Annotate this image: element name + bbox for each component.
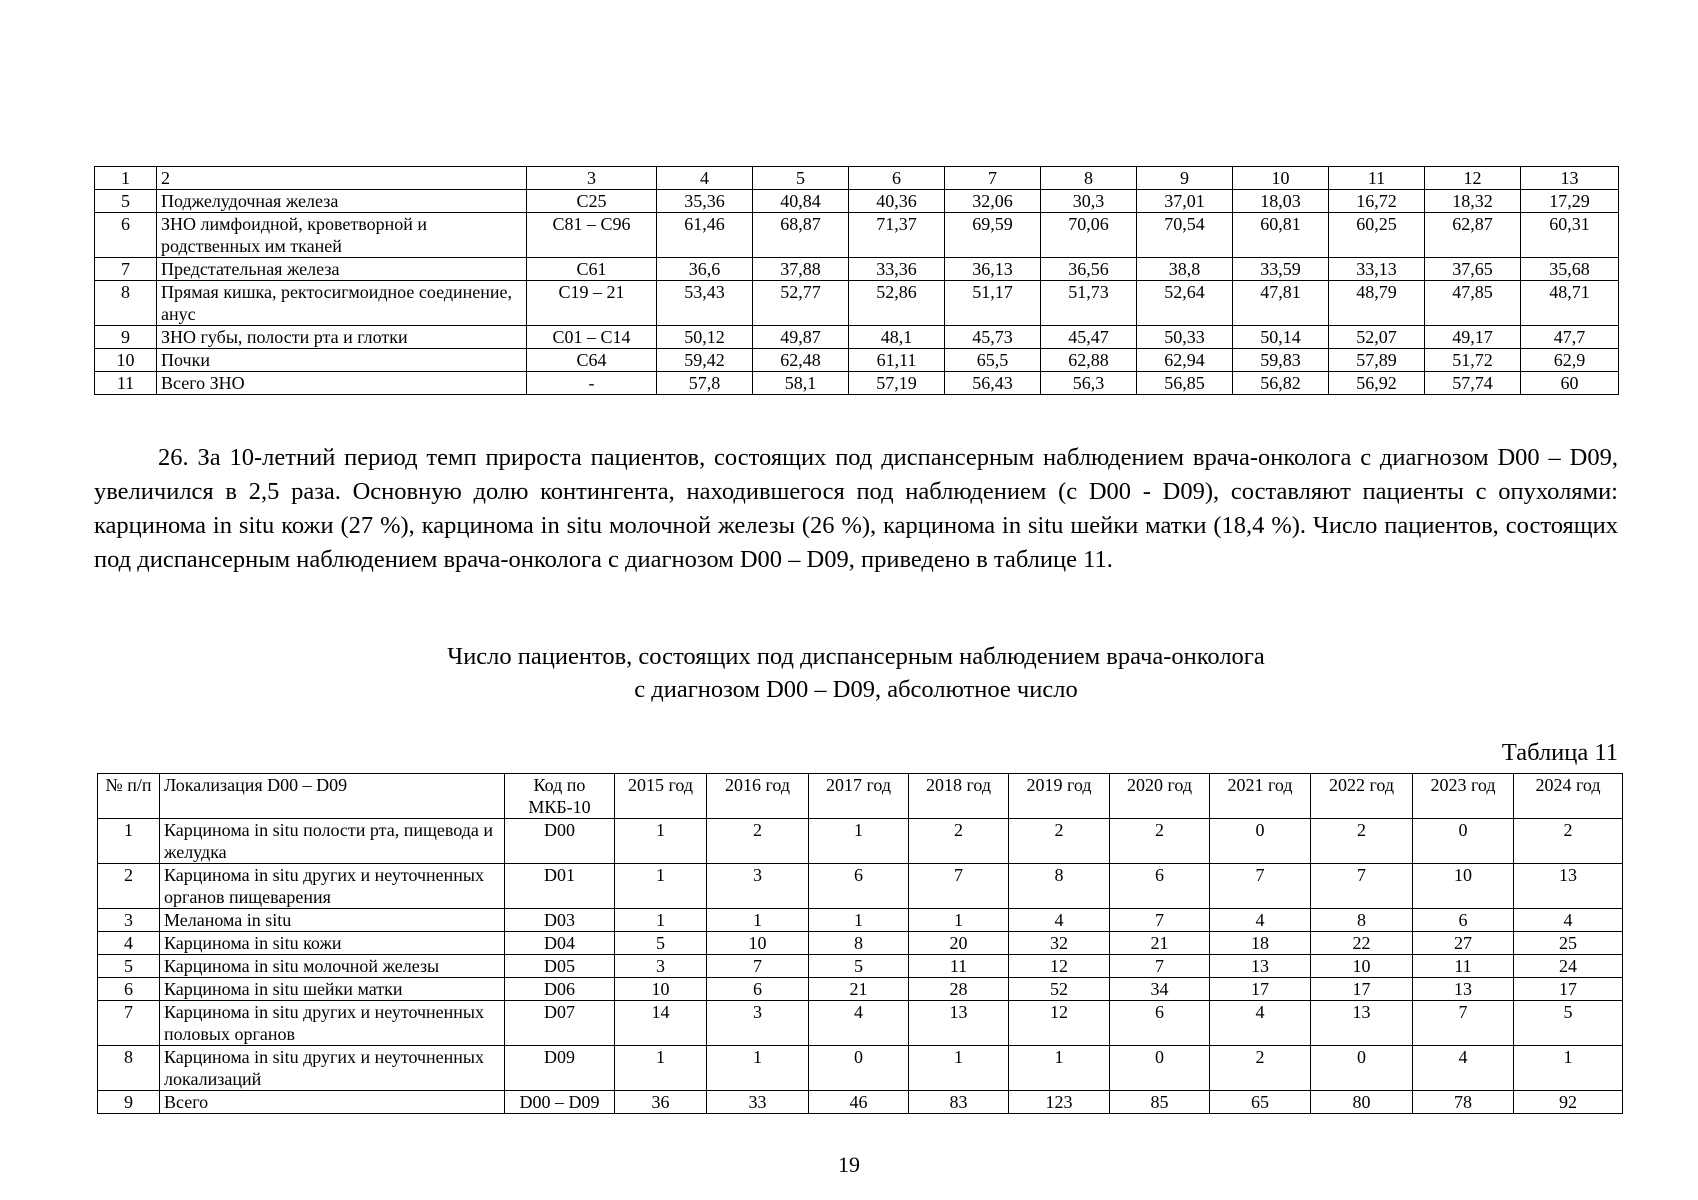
table-cell: 4: [809, 1001, 909, 1046]
table-cell: 60,81: [1233, 213, 1329, 258]
table-cell: D06: [505, 978, 615, 1001]
table-cell: 61,46: [657, 213, 753, 258]
table-row: [98, 978, 1623, 1001]
table-cell: 34: [1110, 978, 1210, 1001]
table-cell: 21: [809, 978, 909, 1001]
table-cell: 5: [95, 190, 157, 213]
table-cell: 6: [1110, 864, 1210, 909]
table-cell: ЗНО лимфоидной, кроветворной и родственных им тканей: [157, 213, 527, 258]
table-cell: D00: [505, 819, 615, 864]
header-cell: 2016 год: [707, 774, 809, 819]
table-cell: 0: [809, 1046, 909, 1091]
table-cell: 17: [1514, 978, 1623, 1001]
table-cell: 62,88: [1041, 349, 1137, 372]
paragraph-26: 26. За 10-летний период темп прироста пациентов, состоящих под диспансерным наблюдением врача-онколога с диагнозом D00 – D09, увеличился в 2,5 раза. Основную долю контингента, находившегося под наблюдением (с D00 - D09), составляют пациенты с опухолями: карцинома in situ кожи (27 %), карцинома in situ молочной железы (26 %), карцинома in situ шейки матки (18,4 %). Число пациентов, состоящих под диспансерным наблюдением врача-онколога с диагнозом D00 – D09, приведено в таблице 11.: [94, 444, 1618, 573]
table-cell: 53,43: [657, 281, 753, 326]
header-cell: 2017 год: [809, 774, 909, 819]
header-cell: 2018 год: [909, 774, 1009, 819]
table-cell: 40,36: [849, 190, 945, 213]
table-cell: 6: [1110, 1001, 1210, 1046]
table-cell: 70,54: [1137, 213, 1233, 258]
table-cell: ЗНО губы, полости рта и глотки: [157, 326, 527, 349]
table-cell: 7: [1311, 864, 1413, 909]
table-row: [98, 909, 1623, 932]
table-cell: 1: [1514, 1046, 1623, 1091]
table-cell: 60,31: [1521, 213, 1619, 258]
table-cell: 35,68: [1521, 258, 1619, 281]
table-cell: 78: [1413, 1091, 1514, 1114]
table-cell: 123: [1009, 1091, 1110, 1114]
table-cell: 59,42: [657, 349, 753, 372]
table-cell: 7: [909, 864, 1009, 909]
table-cell: 5: [1514, 1001, 1623, 1046]
table-cell: 2: [98, 864, 160, 909]
table-cell: 32,06: [945, 190, 1041, 213]
table-cell: 1: [809, 909, 909, 932]
table-cell: 56,82: [1233, 372, 1329, 395]
header-cell: 7: [945, 167, 1041, 190]
table-cell: 52,64: [1137, 281, 1233, 326]
table-cell: 51,17: [945, 281, 1041, 326]
table-cell: 1: [615, 1046, 707, 1091]
table-cell: 13: [1514, 864, 1623, 909]
table-cell: 2: [909, 819, 1009, 864]
header-cell: 6: [849, 167, 945, 190]
table-cell: 52: [1009, 978, 1110, 1001]
table-cell: 1: [707, 909, 809, 932]
table-cell: 2: [1110, 819, 1210, 864]
table-row: [95, 190, 1619, 213]
table-cell: 0: [1311, 1046, 1413, 1091]
table-cell: 3: [98, 909, 160, 932]
header-cell: 2024 год: [1514, 774, 1623, 819]
table-cell: 11: [95, 372, 157, 395]
table-cell: 2: [1009, 819, 1110, 864]
table-cell: 18,32: [1425, 190, 1521, 213]
table-row: [98, 819, 1623, 864]
table-cell: 7: [98, 1001, 160, 1046]
table-cell: 49,17: [1425, 326, 1521, 349]
table-cell: 1: [707, 1046, 809, 1091]
table-cell: 3: [615, 955, 707, 978]
table-cell: 5: [809, 955, 909, 978]
table-cell: 36,13: [945, 258, 1041, 281]
table-cell: 6: [1413, 909, 1514, 932]
table-cell: 57,74: [1425, 372, 1521, 395]
table-cell: 49,87: [753, 326, 849, 349]
table-row: [95, 213, 1619, 258]
table-cell: 7: [707, 955, 809, 978]
table-cell: 10: [707, 932, 809, 955]
table-cell: 50,33: [1137, 326, 1233, 349]
table-cell: 36,6: [657, 258, 753, 281]
header-cell: № п/п: [98, 774, 160, 819]
table-cell: 45,47: [1041, 326, 1137, 349]
table-cell: 37,65: [1425, 258, 1521, 281]
table-cell: 52,86: [849, 281, 945, 326]
table-cell: 1: [809, 819, 909, 864]
table-cell: 1: [98, 819, 160, 864]
table-cell: 92: [1514, 1091, 1623, 1114]
table-cell: 56,92: [1329, 372, 1425, 395]
table-cell: 60,25: [1329, 213, 1425, 258]
patients-table: [97, 773, 1623, 1114]
table-cell: 12: [1009, 1001, 1110, 1046]
table-cell: 12: [1009, 955, 1110, 978]
table-cell: D05: [505, 955, 615, 978]
table-cell: 13: [909, 1001, 1009, 1046]
table-cell: Всего ЗНО: [157, 372, 527, 395]
table-cell: 59,83: [1233, 349, 1329, 372]
table-cell: Карцинома in situ кожи: [160, 932, 505, 955]
table-cell: Карцинома in situ полости рта, пищевода и желудка: [160, 819, 505, 864]
header-cell: 2022 год: [1311, 774, 1413, 819]
header-cell: 12: [1425, 167, 1521, 190]
table-cell: 56,43: [945, 372, 1041, 395]
table-cell: 22: [1311, 932, 1413, 955]
table-row: [98, 1001, 1623, 1046]
table-cell: D07: [505, 1001, 615, 1046]
table-cell: 2: [707, 819, 809, 864]
table-cell: 4: [1413, 1046, 1514, 1091]
table-cell: 11: [1413, 955, 1514, 978]
table-cell: 50,12: [657, 326, 753, 349]
table-cell: Карцинома in situ других и неуточненных органов пищеварения: [160, 864, 505, 909]
caption-line-1: Число пациентов, состоящих под диспансерным наблюдением врача-онколога: [447, 643, 1265, 670]
table-cell: 6: [809, 864, 909, 909]
table-cell: 71,37: [849, 213, 945, 258]
table-cell: 4: [1210, 909, 1311, 932]
incidence-table: [94, 166, 1619, 395]
table-cell: 62,87: [1425, 213, 1521, 258]
table-cell: 33: [707, 1091, 809, 1114]
table-cell: 10: [95, 349, 157, 372]
table-cell: 70,06: [1041, 213, 1137, 258]
table-cell: 2: [1210, 1046, 1311, 1091]
table-cell: 3: [707, 1001, 809, 1046]
table-cell: C61: [527, 258, 657, 281]
table-cell: 5: [98, 955, 160, 978]
table-cell: Карцинома in situ других и неуточненных половых органов: [160, 1001, 505, 1046]
table-cell: 2: [1514, 819, 1623, 864]
table-cell: 17,29: [1521, 190, 1619, 213]
table-cell: 27: [1413, 932, 1514, 955]
header-cell: 9: [1137, 167, 1233, 190]
table-cell: 85: [1110, 1091, 1210, 1114]
header-cell: 2019 год: [1009, 774, 1110, 819]
table-cell: 35,36: [657, 190, 753, 213]
table-cell: 30,3: [1041, 190, 1137, 213]
header-cell: 2020 год: [1110, 774, 1210, 819]
table-cell: 62,94: [1137, 349, 1233, 372]
table-cell: 10: [615, 978, 707, 1001]
table-cell: Карцинома in situ других и неуточненных локализаций: [160, 1046, 505, 1091]
table-cell: 52,77: [753, 281, 849, 326]
table-cell: 37,01: [1137, 190, 1233, 213]
table-cell: 47,7: [1521, 326, 1619, 349]
table-cell: 1: [615, 819, 707, 864]
table-cell: 10: [1413, 864, 1514, 909]
table-cell: 13: [1210, 955, 1311, 978]
table-cell: 50,14: [1233, 326, 1329, 349]
table-cell: 18: [1210, 932, 1311, 955]
table-cell: 62,48: [753, 349, 849, 372]
header-cell: 11: [1329, 167, 1425, 190]
table-cell: 13: [1413, 978, 1514, 1001]
table-cell: 11: [909, 955, 1009, 978]
table-cell: 2: [1311, 819, 1413, 864]
table-cell: 7: [1210, 864, 1311, 909]
table-cell: 36: [615, 1091, 707, 1114]
table-cell: 80: [1311, 1091, 1413, 1114]
table-cell: Всего: [160, 1091, 505, 1114]
table-cell: Поджелудочная железа: [157, 190, 527, 213]
table-cell: 62,9: [1521, 349, 1619, 372]
table-cell: 38,8: [1137, 258, 1233, 281]
table-row: [98, 955, 1623, 978]
table-cell: 47,81: [1233, 281, 1329, 326]
table-cell: 17: [1210, 978, 1311, 1001]
table-cell: 57,89: [1329, 349, 1425, 372]
table-cell: 46: [809, 1091, 909, 1114]
table-cell: 68,87: [753, 213, 849, 258]
table-cell: 10: [1311, 955, 1413, 978]
table-cell: D01: [505, 864, 615, 909]
table-cell: Меланома in situ: [160, 909, 505, 932]
table-cell: 58,1: [753, 372, 849, 395]
header-cell: 1: [95, 167, 157, 190]
table-cell: 4: [1514, 909, 1623, 932]
table-cell: C01 – C14: [527, 326, 657, 349]
table-cell: 7: [95, 258, 157, 281]
table-cell: 14: [615, 1001, 707, 1046]
table-header-row: [95, 167, 1619, 190]
table-cell: 1: [909, 1046, 1009, 1091]
table-cell: 56,3: [1041, 372, 1137, 395]
table-cell: 65,5: [945, 349, 1041, 372]
table-cell: D03: [505, 909, 615, 932]
table-cell: 1: [615, 909, 707, 932]
table-cell: 51,73: [1041, 281, 1137, 326]
table-cell: 48,79: [1329, 281, 1425, 326]
table-cell: 8: [809, 932, 909, 955]
table-cell: 60: [1521, 372, 1619, 395]
table-cell: C64: [527, 349, 657, 372]
table-cell: Предстательная железа: [157, 258, 527, 281]
table-cell: 8: [95, 281, 157, 326]
table-cell: 1: [1009, 1046, 1110, 1091]
table-row: [98, 1091, 1623, 1114]
table-cell: Карцинома in situ молочной железы: [160, 955, 505, 978]
table-cell: 4: [1210, 1001, 1311, 1046]
table-row: [95, 349, 1619, 372]
table-cell: 20: [909, 932, 1009, 955]
header-cell: 10: [1233, 167, 1329, 190]
table-cell: 3: [707, 864, 809, 909]
table-cell: 28: [909, 978, 1009, 1001]
table-cell: 0: [1413, 819, 1514, 864]
table-cell: 7: [1413, 1001, 1514, 1046]
table-cell: Почки: [157, 349, 527, 372]
table-cell: 6: [707, 978, 809, 1001]
table-cell: 8: [1311, 909, 1413, 932]
table-row: [95, 326, 1619, 349]
table-row: [98, 932, 1623, 955]
table-cell: 37,88: [753, 258, 849, 281]
header-cell: 2021 год: [1210, 774, 1311, 819]
table-cell: 1: [615, 864, 707, 909]
table-label: Таблица 11: [1501, 739, 1618, 766]
table-cell: 56,85: [1137, 372, 1233, 395]
table-cell: 45,73: [945, 326, 1041, 349]
table-cell: 4: [1009, 909, 1110, 932]
header-cell: 8: [1041, 167, 1137, 190]
table-cell: 0: [1110, 1046, 1210, 1091]
table-cell: 16,72: [1329, 190, 1425, 213]
table-cell: C19 – 21: [527, 281, 657, 326]
table-cell: D09: [505, 1046, 615, 1091]
table-cell: C81 – C96: [527, 213, 657, 258]
header-cell: 2015 год: [615, 774, 707, 819]
table-cell: 57,8: [657, 372, 753, 395]
table-cell: Карцинома in situ шейки матки: [160, 978, 505, 1001]
table-cell: 13: [1311, 1001, 1413, 1046]
table-cell: 6: [95, 213, 157, 258]
table-cell: 33,59: [1233, 258, 1329, 281]
table-cell: 25: [1514, 932, 1623, 955]
header-cell: 5: [753, 167, 849, 190]
table-cell: 51,72: [1425, 349, 1521, 372]
table-row: [98, 1046, 1623, 1091]
header-cell: 4: [657, 167, 753, 190]
table-cell: 8: [1009, 864, 1110, 909]
table-cell: -: [527, 372, 657, 395]
table-cell: 57,19: [849, 372, 945, 395]
table-cell: 47,85: [1425, 281, 1521, 326]
table-row: [95, 281, 1619, 326]
table-cell: 7: [1110, 955, 1210, 978]
table-caption: [94, 640, 1618, 706]
table-cell: 9: [98, 1091, 160, 1114]
table-cell: 6: [98, 978, 160, 1001]
table-cell: Прямая кишка, ректосигмоидное соединение, анус: [157, 281, 527, 326]
table-cell: 52,07: [1329, 326, 1425, 349]
table-cell: 9: [95, 326, 157, 349]
table-cell: 1: [909, 909, 1009, 932]
table-cell: 65: [1210, 1091, 1311, 1114]
table-row: [98, 864, 1623, 909]
table-cell: 40,84: [753, 190, 849, 213]
table-cell: 24: [1514, 955, 1623, 978]
table-cell: 33,13: [1329, 258, 1425, 281]
table-cell: 33,36: [849, 258, 945, 281]
header-cell: 13: [1521, 167, 1619, 190]
table-cell: 17: [1311, 978, 1413, 1001]
table-cell: 36,56: [1041, 258, 1137, 281]
table-cell: 8: [98, 1046, 160, 1091]
table-cell: 48,1: [849, 326, 945, 349]
header-cell: Код по МКБ-10: [505, 774, 615, 819]
table-cell: 7: [1110, 909, 1210, 932]
header-cell: Локализация D00 – D09: [160, 774, 505, 819]
table-cell: 5: [615, 932, 707, 955]
header-cell: 3: [527, 167, 657, 190]
table-cell: 4: [98, 932, 160, 955]
table-header-row: [98, 774, 1623, 819]
page-number: 19: [838, 1152, 860, 1177]
table-cell: 48,71: [1521, 281, 1619, 326]
table-row: [95, 258, 1619, 281]
table-cell: 61,11: [849, 349, 945, 372]
header-cell: 2: [157, 167, 527, 190]
caption-line-2: с диагнозом D00 – D09, абсолютное число: [634, 676, 1078, 703]
table-cell: 32: [1009, 932, 1110, 955]
header-cell: 2023 год: [1413, 774, 1514, 819]
table-cell: C25: [527, 190, 657, 213]
table-cell: 18,03: [1233, 190, 1329, 213]
table-cell: 69,59: [945, 213, 1041, 258]
table-cell: 0: [1210, 819, 1311, 864]
table-cell: 21: [1110, 932, 1210, 955]
table-cell: 83: [909, 1091, 1009, 1114]
table-cell: D04: [505, 932, 615, 955]
table-cell: D00 – D09: [505, 1091, 615, 1114]
table-row: [95, 372, 1619, 395]
